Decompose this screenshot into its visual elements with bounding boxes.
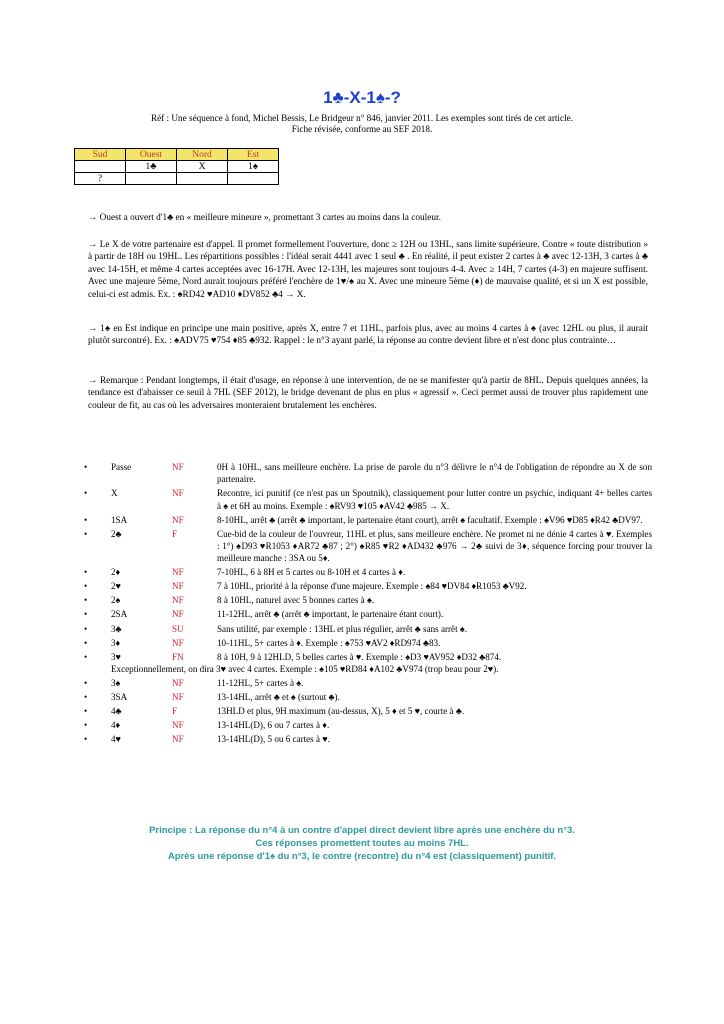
list-item <box>84 528 652 565</box>
bid-cell: ? <box>75 173 126 185</box>
response-bid: 3SA <box>111 692 128 703</box>
response-description: Sans utilité, par exemple : 13HL et plus régulier, arrêt ♣ sans arrêt ♠. <box>217 623 467 634</box>
paragraph-remark: → Remarque : Pendant longtemps, il était d'usage, en réponse à une intervention, de ne se manifester qu'à partir de 8HL. Depuis quelques années, la tendance est d'abaisser ce seuil à 7HL (SEF 2012), le bridge devenant de plus en plus « agressif ». Ceci permet aussi de trouver plus rapidement une couleur de fit, au cas où les adversaires monteraient brutalement les enchères. <box>88 376 648 411</box>
list-item <box>84 580 652 592</box>
bid-cell: X <box>177 161 228 173</box>
bullet-icon: • <box>84 651 88 662</box>
bullet-icon: • <box>84 623 88 634</box>
bullet-icon: • <box>84 692 88 703</box>
response-code: NF <box>172 637 184 648</box>
reference-line-2: Fiche révisée, conforme au SEF 2018. <box>291 124 433 134</box>
paragraph-east-response: → 1♠ en Est indique en principe une main positive, après X, entre 7 et 11HL, parfois plus, avec au moins 4 cartes à ♠ (avec 12HL ou plus, il aurait plutôt surcontré). Ex. : ♠ADV75 ♥754 ♦85 ♣932. Rappel : le n°3 ayant parlé, la réponse au contre devient libre et n'est donc plus contrainte… <box>88 324 648 347</box>
bullet-icon: • <box>84 595 88 606</box>
page-title: 1♣-X-1♠-? <box>323 88 401 107</box>
response-description: 7 à 10HL, priorité à la réponse d'une majeure. Exemple : ♠84 ♥DV84 ♦R1053 ♣V92. <box>217 581 527 592</box>
header-sud: Sud <box>75 149 126 161</box>
response-description: 7-10HL, 6 à 8H et 5 cartes ou 8-10H et 4 cartes à ♦. <box>217 567 406 578</box>
bid-cell <box>228 173 279 185</box>
response-description: 8-10HL, arrêt ♣ (arrêt ♣ important, le partenaire étant court), arrêt ♠ facultatif. Exemple : ♠V96 ♥D85 ♦R42 ♣DV97. <box>217 514 643 525</box>
response-code: NF <box>172 595 184 606</box>
bid-cell <box>177 173 228 185</box>
bullet-icon: • <box>84 720 88 731</box>
response-bid: 3♥ <box>111 651 121 662</box>
bullet-icon: • <box>84 488 88 499</box>
principle-line-1: Principe : La réponse du n°4 à un contre d'appel direct devient libre après une enchère du n°3. <box>149 825 575 836</box>
bid-cell <box>126 173 177 185</box>
bullet-icon: • <box>84 581 88 592</box>
response-description: 10-11HL, 5+ cartes à ♦. Exemple : ♠753 ♥AV2 ♦RD974 ♣83. <box>217 637 441 648</box>
responses-list <box>84 461 652 748</box>
principle-line-2: Ces réponses promettent toutes au moins 7HL. <box>255 837 469 849</box>
response-bid: 4♣ <box>111 706 122 717</box>
bid-cell: 1♣ <box>126 161 177 173</box>
list-item <box>84 705 652 717</box>
response-description: 11-12HL, arrêt ♣ (arrêt ♣ important, le partenaire étant court). <box>217 609 444 620</box>
list-item <box>84 651 652 675</box>
list-item <box>84 487 652 511</box>
list-item <box>84 594 652 606</box>
list-item <box>84 637 652 649</box>
response-code: SU <box>172 623 184 634</box>
list-item <box>84 691 652 703</box>
response-description: 0H à 10HL, sans meilleure enchère. La prise de parole du n°3 délivre le n°4 de l'obligation de répondre au X de son partenaire. <box>217 462 652 485</box>
reference <box>60 113 664 135</box>
header-nord: Nord <box>177 149 228 161</box>
response-description: Recontre, ici punitif (ce n'est pas un Spoutnik), classiquement pour lutter contre un psychic, indiquant 4+ belles cartes à ♠ et 6H au moins. Exemple : ♠RV93 ♥105 ♦AV42 ♣985 → X. <box>217 488 652 511</box>
response-bid: 2♠ <box>111 595 121 606</box>
response-bid: 4♥ <box>111 734 121 745</box>
response-code: NF <box>172 488 184 499</box>
bidding-row <box>75 161 279 173</box>
list-item <box>84 514 652 526</box>
principle-box <box>40 825 684 863</box>
response-description: 8 à 10HL, naturel avec 5 bonnes cartes à ♠. <box>217 595 375 606</box>
response-bid: 3♦ <box>111 637 121 648</box>
response-bid: 2SA <box>111 609 128 620</box>
bidding-header-row <box>75 149 279 161</box>
response-bid: 2♦ <box>111 567 121 578</box>
response-description: 13-14HL(D), 6 ou 7 cartes à ♦. <box>217 720 330 731</box>
response-bid: 1SA <box>111 514 128 525</box>
response-code: NF <box>172 514 184 525</box>
paragraph-double: → Le X de votre partenaire est d'appel. Il promet formellement l'ouverture, donc ≥ 12H ou 13HL, sans limite supérieure. Contre « toute distribution » à partir de 18H ou 19HL. Les répartitions possibles : l'idéal serait 4441 avec 1 seul ♣ . En réalité, il peut exister 2 cartes à ♣ avec 12-13H, 3 cartes à ♣ avec 14-15H, et même 4 cartes acceptées avec 16-17H. Avec 12-13H, les majeures sont toujours 4-4. Avec ≥ 14H, 7 cartes (4-3) en majeure suffisent. Avec une majeure 5ème, Nord aurait toujours préféré l'enchère de 1♥/♠ au X. Avec une mineure 5ème (♦) de mauvaise qualité, et si un X est possible, celui-ci est admis. Ex. : ♠RD42 ♥AD10 ♦DV852 ♣4 → X. <box>88 240 648 300</box>
response-code: NF <box>172 734 184 745</box>
bidding-row <box>75 173 279 185</box>
bid-cell: 1♠ <box>228 161 279 173</box>
bidding-table <box>74 148 279 185</box>
response-code: NF <box>172 462 184 472</box>
list-item <box>84 733 652 745</box>
list-item <box>84 677 652 689</box>
reference-line-1: Réf : Une séquence à fond, Michel Bessis, Le Bridgeur n° 846, janvier 2011. Les exemples sont tirés de cet article. <box>150 113 573 123</box>
response-code: NF <box>172 692 184 703</box>
principle-line-3: Après une réponse d'1♠ du n°3, le contre (recontre) du n°4 est (classiquement) punitif. <box>167 850 557 862</box>
response-bid: 3♣ <box>111 623 122 634</box>
response-description: 13HLD et plus, 9H maximum (au-dessus, X), 5 ♦ et 5 ♥, courte à ♣. <box>217 706 465 717</box>
response-code: F <box>172 706 178 717</box>
response-bid: Passe <box>111 462 132 472</box>
bid-cell <box>75 161 126 173</box>
list-item <box>84 608 652 620</box>
response-description: 13-14HL(D), 5 ou 6 cartes à ♥. <box>217 734 330 745</box>
response-description: 11-12HL, 5+ cartes à ♠. <box>217 678 304 689</box>
bullet-icon: • <box>84 528 88 539</box>
response-description: Cue-bid de la couleur de l'ouvreur, 11HL et plus, sans meilleure enchère. Ne promet ni ne dénie 4 cartes à ♥. Exemples : 1°) ♠D93 ♥R1053 ♦AR72 ♣87 ; 2°) ♠R85 ♥R2 ♦AD432 ♣976 → 2♣ suivi de 3♦, séquence forcing pour trouver la meilleure manche : 3SA ou 5♦. <box>217 528 652 564</box>
response-bid: 2♣ <box>111 528 122 539</box>
bullet-icon: • <box>84 609 88 620</box>
response-bid: X <box>111 488 118 499</box>
list-item <box>84 719 652 731</box>
response-bid: 2♥ <box>111 581 121 592</box>
response-code: NF <box>172 609 184 620</box>
response-code: NF <box>172 567 184 578</box>
list-item <box>84 566 652 578</box>
response-description: 13-14HL, arrêt ♣ et ♠ (surtout ♣). <box>217 692 340 703</box>
list-item <box>84 461 652 485</box>
bullet-icon: • <box>84 706 88 717</box>
response-code: NF <box>172 581 184 592</box>
response-code: NF <box>172 720 184 731</box>
response-code: NF <box>172 678 184 689</box>
response-bid: 4♦ <box>111 720 121 731</box>
bullet-icon: • <box>84 678 88 689</box>
header-ouest: Ouest <box>126 149 177 161</box>
paragraph-opening: → Ouest a ouvert d'1♣ en « meilleure mineure », promettant 3 cartes au moins dans la couleur. <box>88 213 441 223</box>
bullet-icon: • <box>84 462 88 472</box>
bullet-icon: • <box>84 567 88 578</box>
list-item <box>84 623 652 635</box>
bullet-icon: • <box>84 514 88 525</box>
response-description: 8 à 10H, 9 à 12HLD, 5 belles cartes à ♥. Exemple : ♠D3 ♥AV952 ♦D32 ♣874. <box>217 651 502 662</box>
bullet-icon: • <box>84 637 88 648</box>
bullet-icon: • <box>84 734 88 745</box>
response-code: F <box>172 528 178 539</box>
response-continuation: Exceptionnellement, on dira 3♥ avec 4 cartes. Exemple : ♠105 ♥RD84 ♦A102 ♣V974 (trop beau pour 2♥). <box>111 663 499 674</box>
header-est: Est <box>228 149 279 161</box>
response-code: FN <box>172 651 184 662</box>
response-bid: 3♠ <box>111 678 121 689</box>
